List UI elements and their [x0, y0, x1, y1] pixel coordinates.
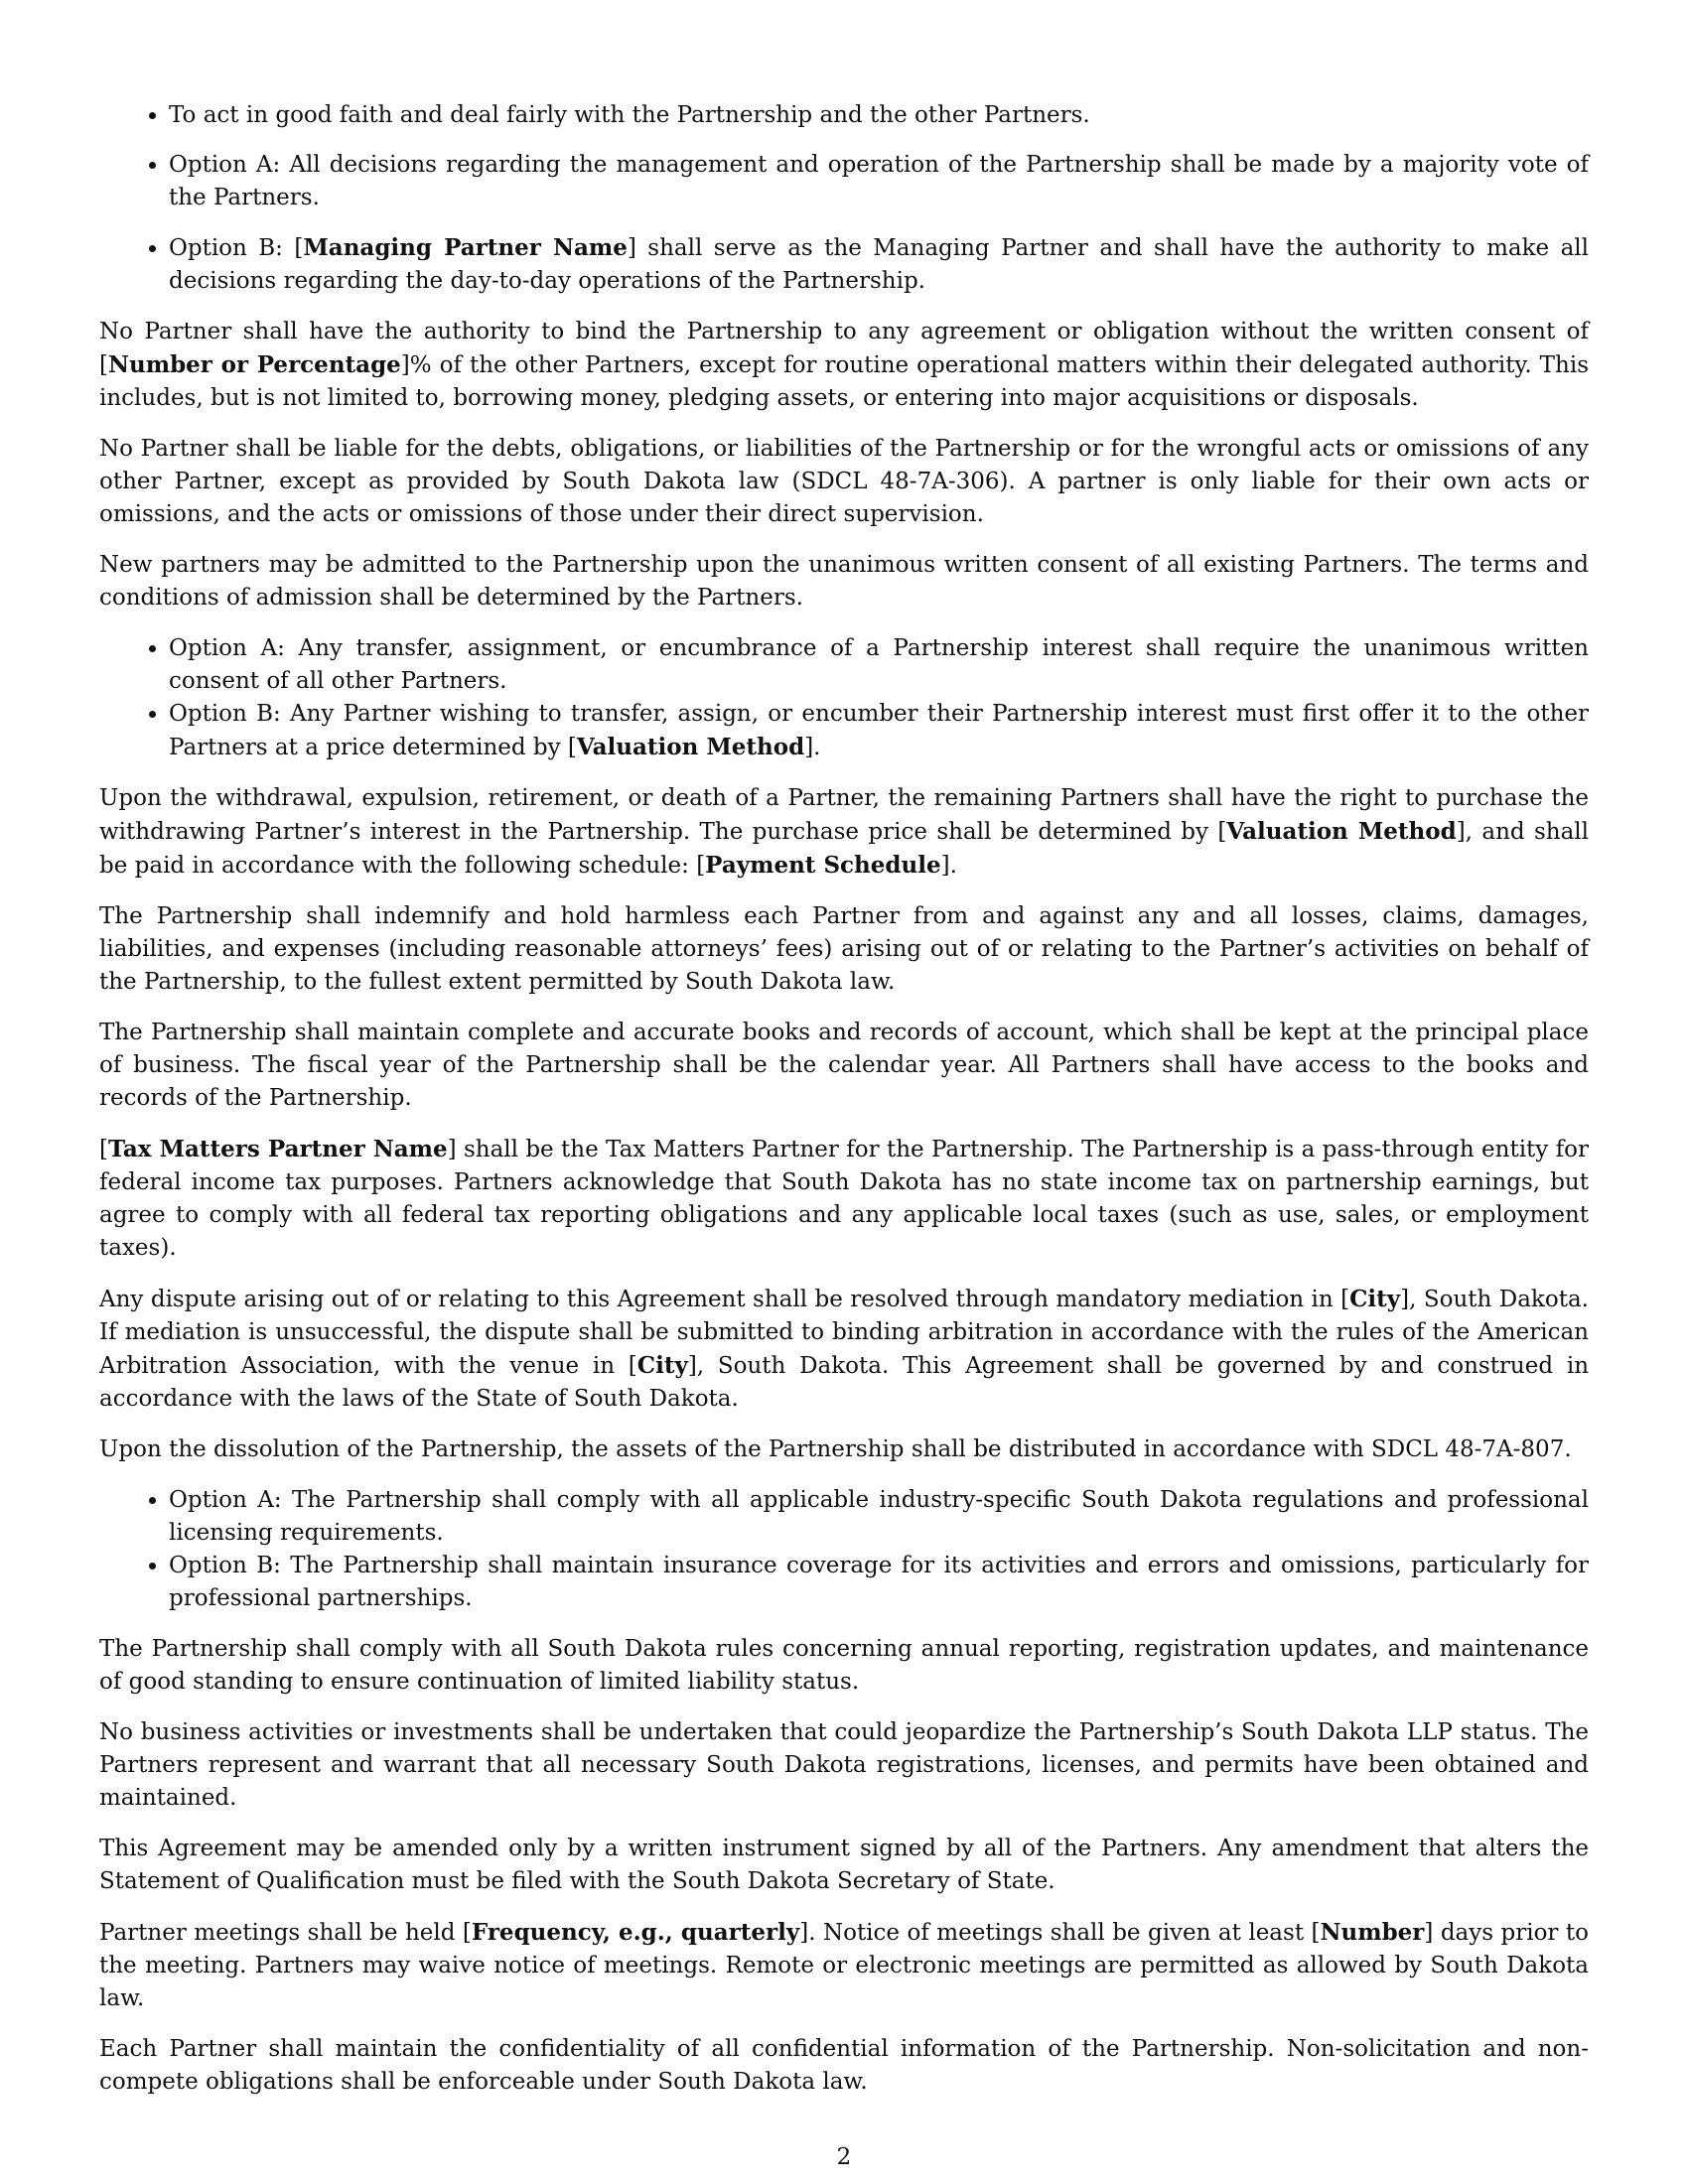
- placeholder-valuation-method: Valuation Method: [1226, 818, 1457, 845]
- compliance-list: [99, 1484, 1589, 1615]
- dispute-paragraph: Any dispute arising out of or relating to this Agreement shall be resolved through mandatory mediation in [City], South Dakota. If mediation is unsuccessful, the dispute shall be submitted to binding arbitration in accordance with the rules of the American Arbitration Association, with the venue in [City], South Dakota. This Agreement shall be governed by and construed in accordance with the laws of the State of South Dakota.: [99, 1286, 1590, 1412]
- meetings-paragraph: Partner meetings shall be held [Frequency, e.g., quarterly]. Notice of meetings shall be given at least [Number] days prior to the meeting. Partners may waive notice of meetings. Remote or electronic meetings are permitted as allowed by South Dakota law.: [99, 1919, 1589, 2011]
- list-item: • Option B: Any Partner wishing to transfer, assign, or encumber their Partnership interest must first offer it to the other Partners at a price determined by [Valuation Method].: [169, 698, 1589, 764]
- duties-list: [99, 99, 1589, 298]
- books-records-paragraph: The Partnership shall maintain complete and accurate books and records of account, which shall be kept at the principal place of business. The fiscal year of the Partnership shall be the calendar year. All Partners shall have access to the books and records of the Partnership.: [99, 1020, 1589, 1111]
- confidentiality-paragraph: Each Partner shall maintain the confidentiality of all confidential information of the Partnership. Non-solicitation and non-compete obligations shall be enforceable under South Dakota law.: [99, 2036, 1589, 2095]
- authority-paragraph: No Partner shall have the authority to bind the Partnership to any agreement or obligation without the written consent of [Number or Percentage]% of the other Partners, except for routine operational matters within their delegated authority. This includes, but is not limited to, borrowing money, pledging assets, or entering into major acquisitions or disposals.: [99, 319, 1589, 411]
- new-partners-paragraph: New partners may be admitted to the Partnership upon the unanimous written consent of all existing Partners. The terms and conditions of admission shall be determined by the Partners.: [99, 552, 1589, 611]
- placeholder-city: City: [636, 1352, 688, 1379]
- list-item: • Option A: The Partnership shall comply with all applicable industry-specific South Dakota regulations and professional licensing requirements.: [169, 1484, 1589, 1550]
- list-item: • Option B: [Managing Partner Name] shall serve as the Managing Partner and shall have the authority to make all decisions regarding the day-to-day operations of the Partnership.: [169, 231, 1589, 298]
- placeholder-valuation-method: Valuation Method: [576, 734, 805, 760]
- placeholder-frequency: Frequency, e.g., quarterly: [471, 1919, 800, 1946]
- placeholder-managing-partner: Managing Partner Name: [303, 234, 628, 261]
- withdrawal-paragraph: Upon the withdrawal, expulsion, retirement, or death of a Partner, the remaining Partners shall have the right to purchase the withdrawing Partner’s interest in the Partnership. The purchase price shall be determined by [Valuation Method], and shall be paid in accordance with the following schedule: [Payment Schedule].: [99, 785, 1590, 879]
- liability-paragraph: No Partner shall be liable for the debts, obligations, or liabilities of the Partnership or for the wrongful acts or omissions of any other Partner, except as provided by South Dakota law (SDCL 48-7A-306). A partner is only liable for their own acts or omissions, and the acts or omissions of those under their direct supervision.: [99, 436, 1589, 527]
- list-item: • Option A: Any transfer, assignment, or encumbrance of a Partnership interest shall require the unanimous written consent of all other Partners.: [169, 632, 1589, 698]
- list-item: • Option B: The Partnership shall maintain insurance coverage for its activities and errors and omissions, particularly for professional partnerships.: [169, 1550, 1589, 1615]
- placeholder-number-percentage: Number or Percentage: [107, 351, 401, 378]
- tax-paragraph: [Tax Matters Partner Name] shall be the Tax Matters Partner for the Partnership. The Partnership is a pass-through entity for federal income tax purposes. Partners acknowledge that South Dakota has no state income tax on partnership earnings, but agree to comply with all federal tax reporting obligations and any applicable local taxes (such as use, sales, or employment taxes).: [99, 1136, 1589, 1261]
- transfer-list: [99, 632, 1589, 764]
- amendment-paragraph: This Agreement may be amended only by a written instrument signed by all of the Partners. Any amendment that alters the Statement of Qualification must be filed with the South Dakota Secretary of State.: [99, 1836, 1589, 1894]
- placeholder-city: City: [1349, 1286, 1401, 1312]
- document-page: [99, 99, 1589, 2116]
- placeholder-tax-matters-partner: Tax Matters Partner Name: [107, 1136, 448, 1162]
- list-item: • To act in good faith and deal fairly with the Partnership and the other Partners.: [169, 99, 1589, 132]
- page-number: 2: [836, 2144, 852, 2170]
- llp-status-paragraph: No business activities or investments shall be undertaken that could jeopardize the Partnership’s South Dakota LLP status. The Partners represent and warrant that all necessary South Dakota registrations, licenses, and permits have been obtained and maintained.: [99, 1719, 1589, 1811]
- indemnification-paragraph: The Partnership shall indemnify and hold harmless each Partner from and against any and all losses, claims, damages, liabilities, and expenses (including reasonable attorneys’ fees) arising out of or relating to the Partner’s activities on behalf of the Partnership, to the fullest extent permitted by South Dakota law.: [99, 903, 1589, 995]
- list-item: • Option A: All decisions regarding the management and operation of the Partnership shall be made by a majority vote of the Partners.: [169, 149, 1589, 214]
- reporting-paragraph: The Partnership shall comply with all South Dakota rules concerning annual reporting, registration updates, and maintenance of good standing to ensure continuation of limited liability status.: [99, 1636, 1589, 1695]
- placeholder-number: Number: [1320, 1919, 1425, 1946]
- placeholder-payment-schedule: Payment Schedule: [705, 852, 941, 879]
- dissolution-paragraph: Upon the dissolution of the Partnership, the assets of the Partnership shall be distributed in accordance with SDCL 48-7A-807.: [99, 1436, 1572, 1462]
